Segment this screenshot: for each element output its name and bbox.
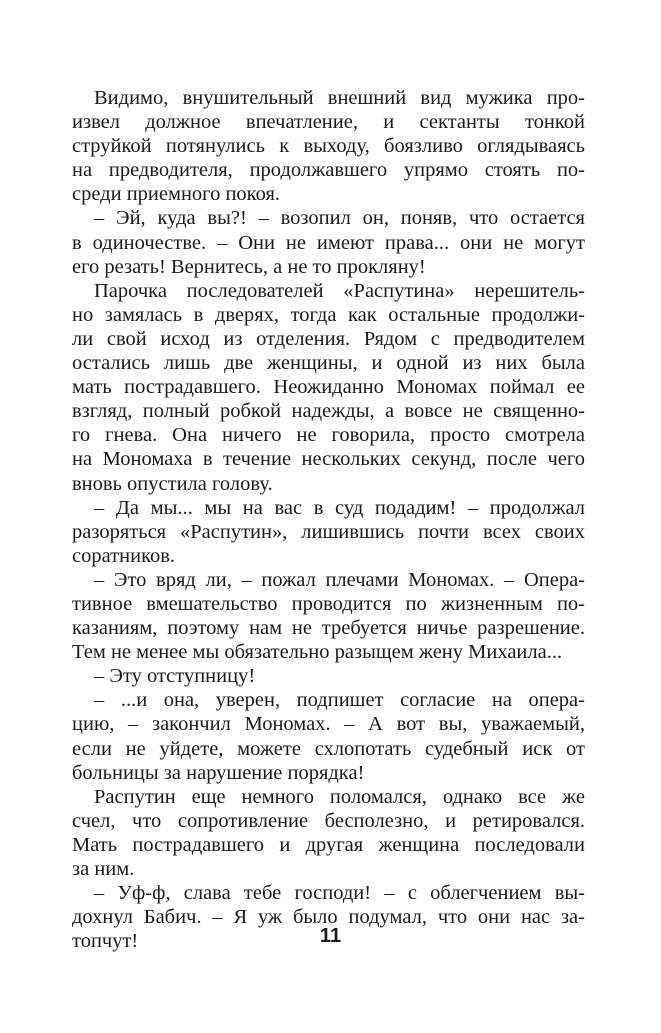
text-line: но замялась в дверях, тогда как остальные продолжи- — [72, 303, 585, 326]
text-line: мать пострадавшего. Неожиданно Мономах поймал ее — [72, 376, 585, 399]
text-line: больницы за нарушение порядка! — [72, 761, 365, 784]
text-line: – Эй, куда вы?! – возопил он, поняв, что остается — [94, 207, 585, 230]
text-line: взгляд, полный робкой надежды, а вовсе не священно- — [72, 400, 585, 423]
text-line: – Да мы... мы на вас в суд подадим! – продолжал — [94, 496, 585, 519]
text-line: дохнул Бабич. – Я уж было подумал, что они нас за- — [72, 906, 585, 929]
text-line: струйкой потянулись к выходу, боязливо оглядываясь — [72, 135, 585, 158]
text-line: на Мономаха в течение нескольких секунд, после чего — [72, 448, 585, 471]
text-line: Тем не менее мы обязательно разыщем жену Михаила... — [72, 641, 563, 664]
text-line: остались лишь две женщины, и одной из них была — [72, 352, 585, 375]
text-line: за ним. — [72, 858, 135, 880]
text-line: если не уйдете, можете схлопотать судебный иск от — [72, 737, 585, 760]
text-line: – Уф-ф, слава тебе господи! – с облегчением вы- — [94, 882, 585, 905]
text-line: Видимо, внушительный внешний вид мужика про- — [94, 87, 585, 109]
text-line: го гнева. Она ничего не говорила, просто смотрела — [72, 424, 585, 447]
text-line: на предводителя, продолжавшего упрямо стоять по- — [72, 159, 585, 182]
text-line: соратников. — [72, 544, 176, 567]
text-line: в одиночестве. – Они не имеют права... они не могут — [72, 231, 585, 254]
text-line: Мать пострадавшего и другая женщина последовали — [72, 833, 585, 856]
text-line: – ...и она, уверен, подпишет согласие на опера- — [94, 689, 585, 712]
text-line: извел должное впечатление, и сектанты тонкой — [72, 111, 585, 134]
body-text — [72, 86, 585, 953]
text-line: – Эту отступницу! — [94, 665, 256, 688]
text-line: счел, что сопротивление бесполезно, и ретировался. — [72, 809, 585, 832]
page-number: 11 — [319, 925, 342, 947]
text-line: топчут! — [72, 930, 139, 953]
text-line: тивное вмешательство проводится по жизненным по- — [72, 592, 585, 615]
text-line: ли свой исход из отделения. Рядом с предводителем — [72, 327, 585, 350]
text-line: – Это вряд ли, – пожал плечами Мономах. – Опера- — [94, 568, 585, 591]
text-line: вновь опустила голову. — [72, 472, 273, 495]
text-line: казаниям, поэтому нам не требуется ничье разрешение. — [72, 617, 585, 640]
text-line: его резать! Вернитесь, а не то прокляну! — [72, 255, 426, 278]
text-line: цию, – закончил Мономах. – А вот вы, уважаемый, — [72, 713, 585, 736]
text-line: среди приемного покоя. — [72, 183, 281, 206]
text-line: Парочка последователей «Распутина» нерешитель- — [94, 279, 585, 302]
text-line: разоряться «Распутин», лишившись почти всех своих — [72, 520, 585, 543]
text-line: Распутин еще немного поломался, однако все же — [94, 785, 585, 808]
